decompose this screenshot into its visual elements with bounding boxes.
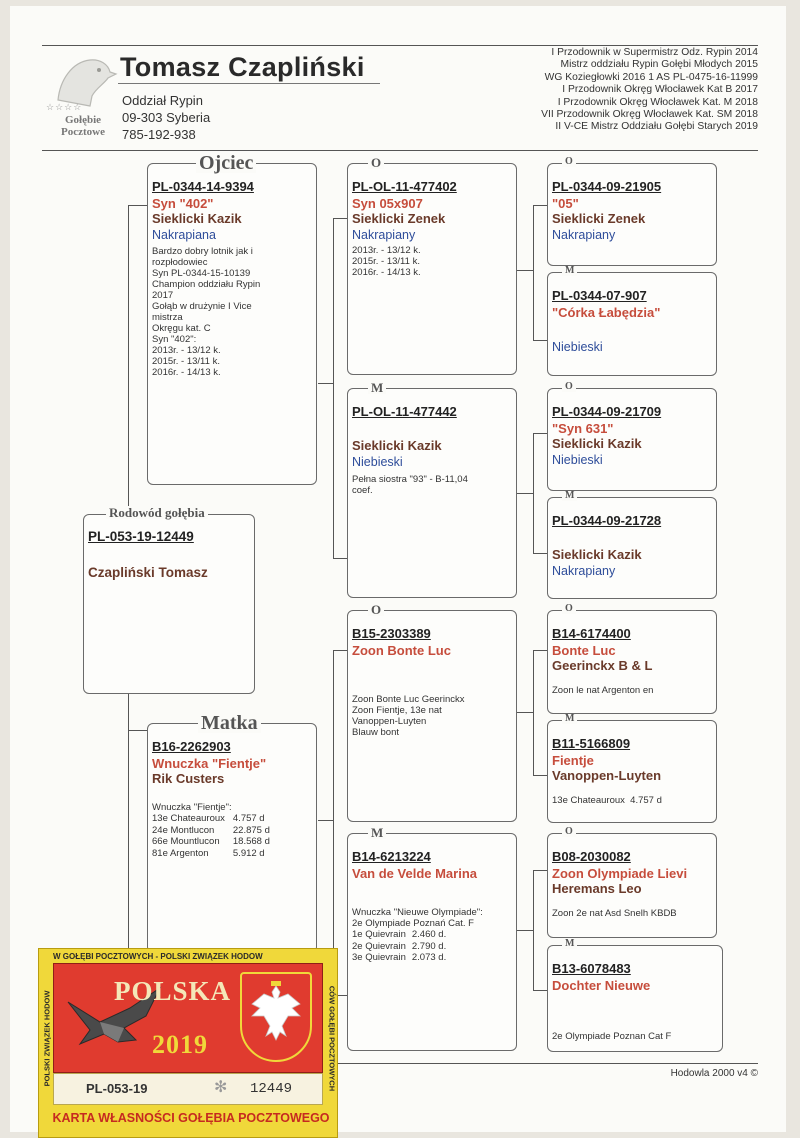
note-line: Zoon Bonte Luc Geerinckx bbox=[352, 694, 465, 705]
connector-line bbox=[128, 205, 148, 206]
connector-line bbox=[333, 218, 348, 219]
subject-ring: PL-053-19-12449 bbox=[88, 529, 194, 544]
sex-mark: M bbox=[368, 381, 386, 394]
pigeon-color: Nakrapiany bbox=[552, 228, 616, 242]
ring-number: B14-6213224 bbox=[352, 849, 431, 864]
great-grandparent-box-mmf bbox=[547, 826, 717, 938]
achievement: Mistrz oddziału Rypin Gołębi Młodych 2015 bbox=[560, 59, 758, 71]
software-credit: Hodowla 2000 v4 © bbox=[670, 1068, 758, 1079]
grandparent-details bbox=[352, 178, 457, 278]
card-year: 2019 bbox=[152, 1030, 208, 1059]
great-grandparent-details bbox=[552, 960, 671, 1042]
connector-line bbox=[516, 930, 533, 931]
pigeon-owner: Sieklicki Kazik bbox=[552, 547, 642, 562]
note-line: Okręgu kat. C bbox=[152, 323, 211, 334]
pigeon-notes: 2e Olympiade Poznan Cat F bbox=[552, 1031, 672, 1042]
ring-number: PL-OL-11-477442 bbox=[352, 404, 457, 419]
mother-title: Matka bbox=[198, 713, 261, 733]
breeder-name-underline bbox=[118, 83, 380, 84]
great-grandparent-box-mff bbox=[547, 603, 717, 714]
subject-box bbox=[83, 505, 255, 694]
pigeon-name: "Syn 631" bbox=[552, 421, 614, 436]
great-grandparent-details bbox=[552, 512, 661, 578]
achievement: I Przodownik Okręg Włocławek Kat. M 2018 bbox=[557, 96, 758, 108]
grandparent-details bbox=[352, 848, 483, 964]
mother-owner: Rik Custers bbox=[152, 771, 225, 786]
note-line: 2013r. - 13/12 k. bbox=[152, 345, 221, 356]
address: 09-303 Syberia bbox=[122, 110, 211, 125]
sex-mark: O bbox=[368, 603, 384, 616]
great-grandparent-box-mmm bbox=[547, 938, 723, 1052]
pigeon-owner: Sieklicki Kazik bbox=[352, 438, 442, 453]
connector-line bbox=[333, 650, 348, 651]
pigeon-color: Niebieski bbox=[552, 453, 603, 467]
mother-name: Wnuczka "Fientje" bbox=[152, 756, 267, 771]
connector-line bbox=[533, 205, 534, 340]
note-line: mistrza bbox=[152, 312, 183, 323]
sex-mark: M bbox=[368, 826, 386, 839]
note-line: Pełna siostra "93" - B-11,04 bbox=[352, 474, 468, 485]
pigeon-color: Niebieski bbox=[352, 455, 403, 469]
mother-details bbox=[152, 738, 270, 859]
eagle-icon bbox=[242, 974, 310, 1060]
connector-line bbox=[128, 730, 148, 731]
result-race: 81e Argenton bbox=[152, 847, 209, 859]
result-value: 4.757 d bbox=[232, 813, 265, 824]
pigeon-owner: Sieklicki Kazik bbox=[552, 436, 642, 451]
subject-title: Rodowód gołębia bbox=[106, 506, 208, 519]
result-row bbox=[152, 813, 270, 825]
sex-mark: M bbox=[562, 714, 577, 724]
card-country: POLSKA bbox=[114, 976, 232, 1006]
great-grandparent-details bbox=[552, 735, 662, 806]
card-border-text-left: POLSKI ZWIĄZEK HODOW bbox=[42, 990, 52, 1087]
connector-line bbox=[533, 650, 534, 775]
card-border-text-top: W GOŁĘBI POCZTOWYCH - POLSKI ZWIĄZEK HODOW bbox=[53, 952, 263, 961]
card-ring-number: 12449 bbox=[250, 1081, 293, 1097]
connector-line bbox=[516, 270, 533, 271]
great-grandparent-box-fmf bbox=[547, 381, 717, 491]
pigeon-name: Dochter Nieuwe bbox=[552, 978, 651, 993]
connector-line bbox=[516, 493, 533, 494]
great-grandparent-box-fff bbox=[547, 156, 717, 266]
mother-results bbox=[152, 813, 270, 859]
note-line: 2016r. - 14/13 k. bbox=[152, 367, 221, 378]
card-ring-panel bbox=[53, 1073, 323, 1105]
father-owner: Sieklicki Kazik bbox=[152, 211, 242, 226]
pigeon-owner: Heremans Leo bbox=[552, 881, 642, 896]
achievement: I Przodownik w Supermistrz Odz. Rypin 2014 bbox=[551, 47, 758, 58]
result-race: 66e Mountlucon bbox=[152, 836, 220, 847]
connector-line bbox=[533, 553, 548, 554]
connector-line bbox=[333, 218, 334, 558]
note-line: 2015r. - 13/11 k. bbox=[152, 356, 220, 367]
grandparent-details bbox=[352, 403, 468, 496]
pigeon-results bbox=[352, 929, 446, 964]
note-line: 2017 bbox=[152, 290, 174, 301]
logo-text-line-1: Gołębie bbox=[64, 114, 102, 126]
result-value: 22.875 d bbox=[232, 824, 270, 836]
father-color: Nakrapiana bbox=[152, 228, 216, 242]
grandparent-details bbox=[352, 625, 464, 738]
note-line: Zoon Fientje, 13e nat bbox=[352, 705, 442, 716]
achievement: II V-CE Mistrz Oddziału Gołębi Starych 2019 bbox=[555, 121, 758, 133]
ownership-card bbox=[38, 948, 338, 1138]
note-line: Champion oddziału Rypin bbox=[152, 279, 261, 290]
note-line: coef. bbox=[352, 485, 373, 496]
note-line: Syn PL-0344-15-10139 bbox=[152, 268, 251, 279]
note-line: Vanoppen-Luyten bbox=[352, 716, 427, 727]
great-grandparent-details bbox=[552, 403, 661, 467]
pigeon-owner: Vanoppen-Luyten bbox=[552, 768, 662, 783]
grandparent-box-mm bbox=[347, 825, 517, 1051]
grandparent-box-mf bbox=[347, 602, 517, 822]
header-top-rule bbox=[42, 45, 758, 46]
snowflake-icon: ✻ bbox=[214, 1079, 228, 1096]
father-ring: PL-0344-14-9394 bbox=[152, 179, 254, 194]
connector-line bbox=[516, 712, 533, 713]
pigeon-notes bbox=[352, 694, 464, 738]
pigeon-name: "05" bbox=[552, 196, 579, 211]
mother-notes-header: Wnuczka "Fientje": bbox=[152, 802, 232, 813]
achievement: WG Koziegłowki 2016 1 AS PL-0475-16-11999 bbox=[544, 71, 758, 83]
grandparent-box-fm bbox=[347, 380, 517, 598]
ring-number: B11-5166809 bbox=[552, 736, 631, 751]
sex-mark: O bbox=[562, 604, 576, 614]
connector-line bbox=[533, 433, 534, 553]
sex-mark: O bbox=[562, 157, 576, 167]
mother-box bbox=[147, 712, 317, 953]
pigeon-name: Van de Velde Marina bbox=[352, 866, 477, 881]
result-value: 2.460 d. bbox=[411, 929, 447, 940]
result-value: 2.073 d. bbox=[411, 952, 447, 963]
result-value: 2.790 d. bbox=[411, 940, 447, 952]
result-race: 13e Chateauroux bbox=[152, 813, 225, 824]
result-race: 24e Montlucon bbox=[152, 824, 215, 836]
ring-number: B15-2303389 bbox=[352, 626, 431, 641]
stars-decoration: ☆☆☆☆ bbox=[46, 102, 83, 112]
mother-ring: B16-2262903 bbox=[152, 739, 231, 754]
pigeon-color: Nakrapiany bbox=[552, 564, 616, 578]
sex-mark: O bbox=[368, 156, 384, 169]
pigeon-head-icon bbox=[44, 50, 120, 110]
white-eagle-emblem bbox=[240, 972, 312, 1062]
great-grandparent-details bbox=[552, 848, 687, 919]
result-row bbox=[352, 929, 446, 941]
card-red-panel bbox=[53, 963, 323, 1073]
connector-line bbox=[533, 340, 548, 341]
great-grandparent-box-ffm bbox=[547, 265, 717, 376]
note-line: rozpłodowiec bbox=[152, 257, 208, 268]
card-caption: KARTA WŁASNOŚCI GOŁĘBIA POCZTOWEGO bbox=[52, 1111, 330, 1125]
note-line: Syn "402": bbox=[152, 334, 197, 345]
sex-mark: O bbox=[562, 827, 576, 837]
card-ring-prefix: PL-053-19 bbox=[86, 1081, 148, 1096]
pigeon-notes bbox=[352, 474, 468, 496]
connector-line bbox=[333, 650, 334, 995]
ring-number: PL-0344-09-21709 bbox=[552, 404, 662, 419]
result-race: 3e Quievrain bbox=[352, 952, 406, 963]
pigeon-name: Zoon Bonte Luc bbox=[352, 643, 451, 658]
pigeon-owner: Sieklicki Zenek bbox=[552, 211, 646, 226]
connector-line bbox=[533, 775, 548, 776]
result-row bbox=[152, 848, 270, 860]
subject-owner: Czapliński Tomasz bbox=[88, 565, 208, 580]
note-line: Gołąb w drużynie I Vice bbox=[152, 301, 252, 312]
result-race: 2e Quievrain bbox=[352, 940, 406, 952]
ring-number: PL-0344-09-21905 bbox=[552, 179, 662, 194]
connector-line bbox=[533, 870, 534, 990]
pigeon-color: Niebieski bbox=[552, 340, 603, 354]
result-row bbox=[352, 952, 446, 964]
result-row bbox=[352, 941, 446, 953]
father-title: Ojciec bbox=[196, 153, 256, 173]
achievements-list bbox=[541, 47, 758, 134]
result-race: 1e Quievrain bbox=[352, 929, 406, 940]
sex-mark: M bbox=[562, 939, 577, 949]
great-grandparent-box-mfm bbox=[547, 713, 717, 823]
breeder-contact bbox=[122, 92, 210, 143]
sex-mark: M bbox=[562, 266, 577, 276]
connector-line bbox=[128, 205, 129, 515]
pigeon-notes-header: Wnuczka "Nieuwe Olympiade": bbox=[352, 907, 483, 918]
father-notes bbox=[152, 246, 260, 378]
note-line: Blauw bont bbox=[352, 727, 400, 738]
result-value: 5.912 d bbox=[232, 847, 265, 859]
result-value: 18.568 d bbox=[232, 836, 270, 847]
pigeon-logo bbox=[44, 50, 120, 140]
connector-line bbox=[533, 205, 548, 206]
great-grandparent-box-fmm bbox=[547, 490, 717, 599]
pigeon-notes: Zoon 2e nat Asd Snelh KBDB bbox=[552, 908, 677, 919]
connector-line bbox=[533, 433, 548, 434]
great-grandparent-details bbox=[552, 178, 661, 242]
ring-number: PL-0344-07-907 bbox=[552, 288, 647, 303]
division: Oddział Rypin bbox=[122, 93, 203, 108]
note-line: Bardzo dobry lotnik jak i bbox=[152, 246, 253, 257]
breeder-name: Tomasz Czapliński bbox=[120, 52, 365, 82]
achievement: VII Przodownik Okręg Włocławek Kat. SM 2018 bbox=[541, 109, 758, 121]
connector-line bbox=[533, 650, 548, 651]
sex-mark: M bbox=[562, 491, 577, 501]
pigeon-notes bbox=[352, 245, 457, 278]
connector-line bbox=[318, 820, 333, 821]
header-bottom-rule bbox=[42, 150, 758, 151]
great-grandparent-details bbox=[552, 625, 653, 696]
logo-text-line-2: Pocztowe bbox=[61, 126, 105, 138]
pigeon-name: Bonte Luc bbox=[552, 643, 616, 658]
grandparent-box-ff bbox=[347, 155, 517, 375]
ring-number: B14-6174400 bbox=[552, 626, 631, 641]
pigeon-name: Syn 05x907 bbox=[352, 196, 423, 211]
connector-line bbox=[128, 693, 129, 953]
phone: 785-192-938 bbox=[122, 127, 196, 142]
pigeon-owner: Sieklicki Zenek bbox=[352, 211, 446, 226]
great-grandparent-details bbox=[552, 287, 660, 354]
connector-line bbox=[533, 870, 548, 871]
pigeon-owner: Geerinckx B & L bbox=[552, 658, 653, 673]
ring-number: B08-2030082 bbox=[552, 849, 631, 864]
achievement: I Przodownik Okręg Włocławek Kat B 2017 bbox=[562, 84, 758, 96]
sex-mark: O bbox=[562, 382, 576, 392]
card-border-text-right: CÓW GOŁĘBI POCZTOWYCH bbox=[327, 985, 337, 1092]
result-row bbox=[152, 825, 270, 837]
note-line: 2013r. - 13/12 k. bbox=[352, 245, 421, 256]
result-row bbox=[152, 836, 270, 848]
ring-number: PL-OL-11-477402 bbox=[352, 179, 457, 194]
pigeon-name: Zoon Olympiade Lievi bbox=[552, 866, 688, 881]
pigeon-notes: Zoon le nat Argenton en bbox=[552, 685, 654, 696]
pigeon-name: "Córka Łabędzia" bbox=[552, 305, 661, 320]
connector-line bbox=[333, 558, 348, 559]
ring-number: PL-0344-09-21728 bbox=[552, 513, 662, 528]
logo-text bbox=[48, 114, 118, 138]
connector-line bbox=[318, 383, 333, 384]
note-line: 2016r. - 14/13 k. bbox=[352, 267, 421, 278]
connector-line bbox=[533, 990, 548, 991]
pigeon-notes-line: 2e Olympiade Poznań Cat. F bbox=[352, 918, 474, 929]
father-details bbox=[152, 178, 260, 378]
pigeon-color: Nakrapiany bbox=[352, 228, 416, 242]
note-line: 2015r. - 13/11 k. bbox=[352, 256, 420, 267]
pigeon-name: Fientje bbox=[552, 753, 594, 768]
ring-number: B13-6078483 bbox=[552, 961, 631, 976]
father-name: Syn "402" bbox=[152, 196, 214, 211]
father-box bbox=[147, 152, 317, 485]
pigeon-notes: 13e Chateauroux 4.757 d bbox=[552, 795, 662, 806]
